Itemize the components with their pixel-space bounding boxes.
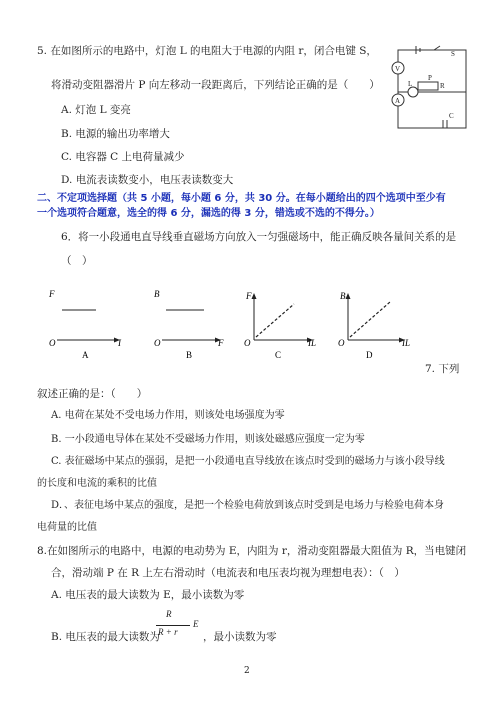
q6-graph-d [336, 282, 416, 362]
graph-a-origin: O [49, 338, 56, 348]
fraction-denominator: R + r [158, 627, 178, 637]
circuit-label-a: A [395, 97, 401, 105]
graph-d-xlabel: IL [402, 338, 411, 348]
q6-graph-c [242, 282, 322, 362]
graph-a-ylabel: F [49, 289, 55, 299]
q5-line2: 将滑动变阻器滑片 P 向左移动一段距离后，下列结论正确的是（ ） [51, 79, 380, 91]
graph-d-origin: O [338, 338, 345, 348]
page-number: 2 [244, 666, 250, 676]
q6-graph-a [44, 282, 126, 362]
fraction-numerator: R [166, 609, 172, 619]
q5-option-c: C. 电容器 C 上电荷量减少 [61, 151, 185, 163]
q6-line2: （ ） [61, 255, 93, 267]
graph-b-ylabel: B [154, 289, 160, 299]
circuit-label-r: R [440, 82, 445, 90]
graph-d-caption: D [366, 350, 373, 360]
graph-c-caption: C [275, 350, 282, 360]
graph-a-xlabel: I [118, 338, 121, 348]
q7-option-d-line2: 电荷量的比值 [37, 522, 97, 533]
q8-option-b-post: ，最小读数为零 [203, 631, 277, 643]
q7-option-c-line2: 的长度和电流的乘积的比值 [37, 478, 157, 489]
q7-option-b: B. 一小段通电导体在某处不受磁场力作用，则该处磁感应强度一定为零 [51, 434, 365, 445]
graph-b-origin: O [154, 338, 161, 348]
q7-line1: 叙述正确的是：（ ） [37, 388, 148, 400]
q5-option-a: A. 灯泡 L 变亮 [61, 104, 131, 116]
section2-heading-line2: 一个选项符合题意，选全的得 6 分，漏选的得 3 分，错选或不选的不得分。） [37, 208, 380, 219]
graph-c-ylabel: F [246, 291, 252, 301]
q6-line1: 6．将一小段通电直导线垂直磁场方向放入一匀强磁场中，能正确反映各量间关系的是 [61, 231, 457, 243]
q7-option-a: A. 电荷在某处不受电场力作用，则该处电场强度为零 [51, 410, 285, 421]
graph-c-origin: O [244, 338, 251, 348]
section2-heading-line1: 二、不定项选择题（共 5 小题，每小题 6 分，共 30 分。在每小题给出的四个选项中至少有 [37, 193, 446, 204]
q5-option-b: B. 电源的输出功率增大 [61, 128, 170, 140]
fraction-bar [156, 625, 190, 626]
lamp-icon [408, 87, 418, 97]
q8-line1: 8.在如图所示的电路中，电源的电动势为 E，内阻为 r，滑动变阻器最大阻值为 R，当电键闭 [37, 545, 467, 557]
circuit-label-c: C [449, 112, 454, 120]
q6-graph-b [148, 282, 228, 362]
q7-option-d-line1: D．、表征电场中某点的强度，是把一个检验电荷放到该点时受到是电场力与检验电荷本身 [51, 500, 445, 511]
circuit-label-p: P [428, 74, 432, 82]
graph-b-xlabel: F [218, 338, 224, 348]
q5-circuit-diagram [388, 40, 470, 134]
q8-line2: 合，滑动端 P 在 R 上左右滑动时（电流表和电压表均视为理想电表）：（ ） [51, 567, 405, 579]
q7-head: 7. 下列 [425, 363, 460, 375]
graph-c-xlabel: IL [308, 338, 317, 348]
q5-option-d: D. 电流表读数变小，电压表读数变大 [61, 174, 234, 186]
q7-option-c-line1: C. 表征磁场中某点的强弱，是把一小段通电直导线放在该点时受到的磁场力与该小段导线 [51, 456, 445, 467]
fraction-tail: E [193, 619, 199, 629]
q5-line1: 5. 在如图所示的电路中，灯泡 L 的电阻大于电源的内阻 r，闭合电键 S， [37, 45, 377, 57]
graph-a-caption: A [82, 350, 89, 360]
q8-option-a: A. 电压表的最大读数为 E，最小读数为零 [51, 589, 245, 601]
graph-d-ylabel: B [340, 291, 346, 301]
circuit-label-l: L [408, 80, 413, 88]
circuit-label-v: V [395, 65, 401, 73]
circuit-label-s: S [451, 50, 455, 58]
graph-b-caption: B [186, 350, 193, 360]
q8-option-b-pre: B. 电压表的最大读数为 [51, 631, 160, 643]
q8-fraction [156, 609, 190, 643]
